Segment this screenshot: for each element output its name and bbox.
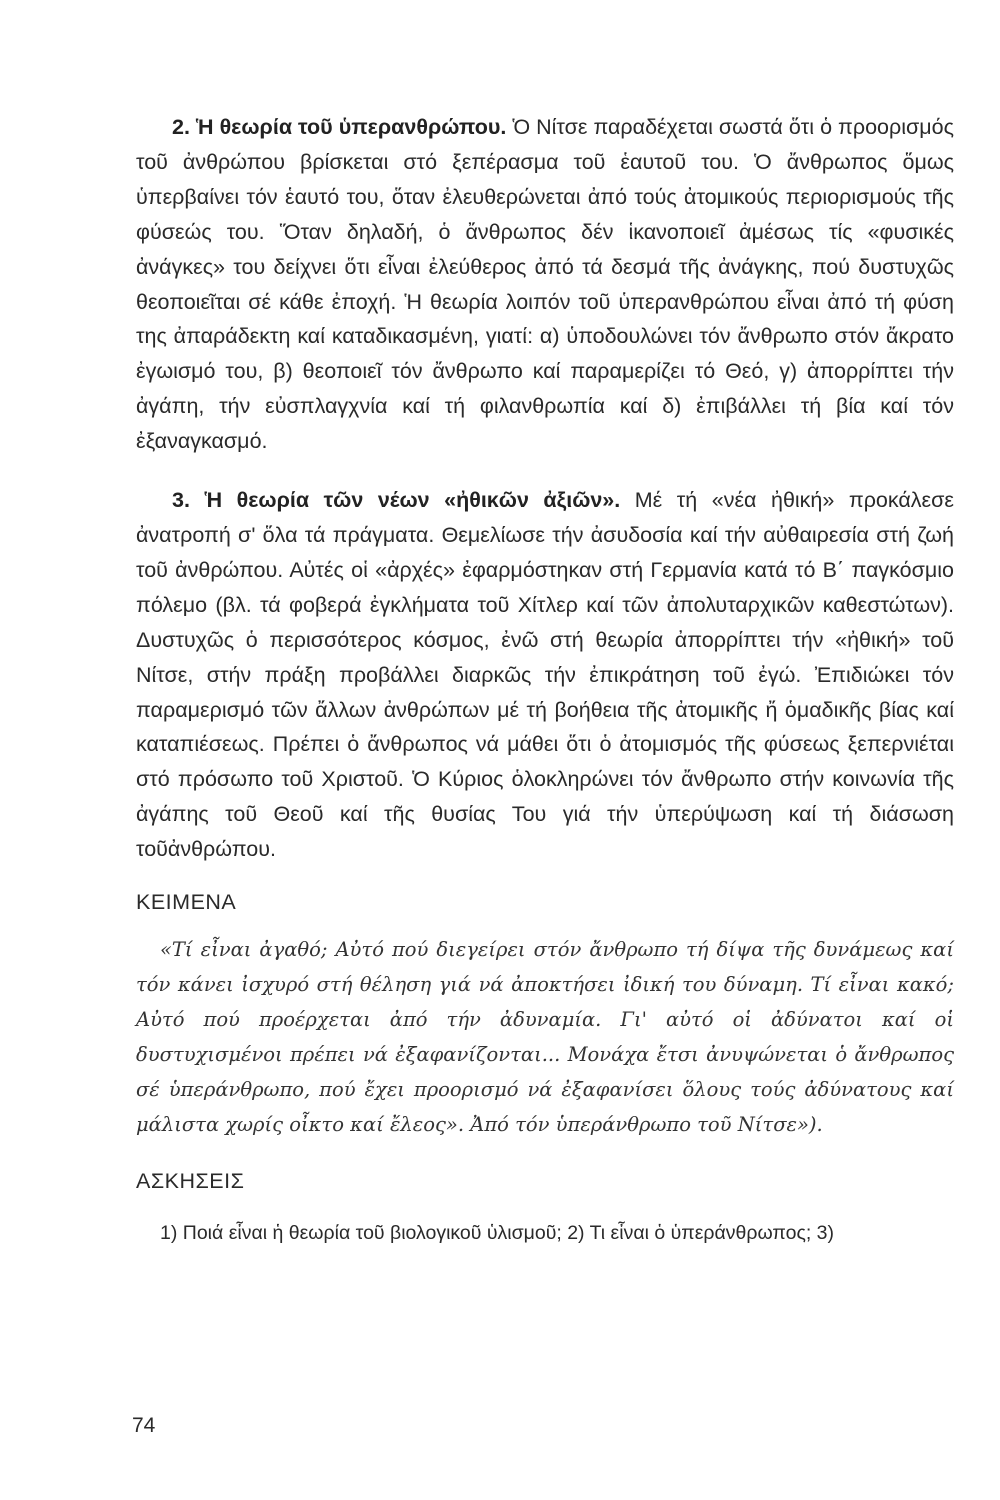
texts-heading: ΚΕΙΜΕΝΑ — [136, 890, 237, 915]
section-3-text: Μέ τή «νέα ἠθική» προκάλεσε ἀνατροπή σ' ὅλα τά πράγματα. Θεμελίωσε τήν ἀσυδοσία καί τήν αὐθαιρεσία στή ζωή τοῦ ἀνθρώπου. Αὐτές οἱ «ἀρχές» ἐφαρμόστηκαν στή Γερμανία κατά τό Β΄ παγκόσμιο πόλεμο (βλ. τά φοβερά ἐγκλήματα τοῦ Χίτλερ καί τῶν ἀπολυταρχικῶν καθεστώτων). Δυστυχῶς ὁ περισσότερος κόσμος, ἐνῶ στή θεωρία ἀπορρίπτει τήν «ἠθική» τοῦ Νίτσε, στήν πράξη προβάλλει διαρκῶς τήν ἐπικράτηση τοῦ ἐγώ. Ἐπιδιώκει τόν παραμερισμό τῶν ἄλλων ἀνθρώπων μέ τή βοήθεια τῆς ἀτομικῆς ἤ ὁμαδικῆς βίας καί καταπιέσεως. Πρέπει ὁ ἄνθρωπος νά μάθει ὅτι ὁ ἀτομισμός τῆς φύσεως ξεπερνιέται στό πρόσωπο τοῦ Χριστοῦ. Ὁ Κύριος ὁλοκληρώνει τόν ἄνθρωπο στήν κοινωνία τῆς ἀγάπης τοῦ Θεοῦ καί τῆς θυσίας Του γιά τήν ὑπερύψωση καί τή διάσωση τοῦἀνθρώπου. — [136, 488, 954, 862]
nietzsche-quote: «Τί εἶναι ἀγαθό; Αὐτό πού διεγείρει στόν ἄνθρωπο τή δίψα τῆς δυνάμεως καί τόν κάνει ἰσχυρό στή θέληση γιά νά ἀποκτήσει ἰδική του δύναμη. Τί εἶναι κακό; Αὐτό πού προέρχεται ἀπό τήν ἀδυναμία. Γι' αὐτό οἱ ἀδύνατοι καί οἱ δυστυχισμένοι πρέπει νά ἐξαφανίζονται... Μονάχα ἔτσι ἀνυψώνεται ὁ ἄνθρωπος σέ ὑπεράνθρωπο, πού ἔχει προορισμό νά ἐξαφανίσει ὅλους τούς ἀδύνατους καί μάλιστα χωρίς οἶκτο καί ἔλεος». Ἀπό τόν ὑπεράνθρωπο τοῦ Νίτσε»). — [136, 938, 954, 1136]
exercises-line: 1) Ποιά εἶναι ἡ θεωρία τοῦ βιολογικοῦ ὑλισμοῦ; 2) Τι εἶναι ὁ ὑπεράνθρωπος; 3) — [160, 1222, 835, 1245]
exercises-heading: ΑΣΚΗΣΕΙΣ — [136, 1169, 245, 1194]
section-2-paragraph — [136, 110, 954, 459]
page-content — [136, 110, 954, 1248]
page-number: 74 — [132, 1414, 156, 1437]
section-2-text: Ὁ Νίτσε παραδέχεται σωστά ὅτι ὁ προορισμός τοῦ ἀνθρώπου βρίσκεται στό ξεπέρασμα τοῦ ἑαυτοῦ του. Ὁ ἄνθρωπος ὅμως ὑπερβαίνει τόν ἑαυτό του, ὅταν ἐλευθερώνεται ἀπό τούς ἀτομικούς περιορισμούς τῆς φύσεώς του. Ὅταν δηλαδή, ὁ ἄνθρωπος δέν ἱκανοποιεῖ ἀμέσως τίς «φυσικές ἀνάγκες» του δείχνει ὅτι εἶναι ἐλεύθερος ἀπό τά δεσμά τῆς ἀνάγκης, πού δυστυχῶς θεοποιεῖται σέ κάθε ἐποχή. Ἡ θεωρία λοιπόν τοῦ ὑπερανθρώπου εἶναι ἀπό τή φύση της ἀπαράδεκτη καί καταδικασμένη, γιατί: α) ὑποδουλώνει τόν ἄνθρωπο στόν ἄκρατο ἐγωισμό του, β) θεοποιεῖ τόν ἄνθρωπο καί παραμερίζει τό Θεό, γ) ἀπορρίπτει τήν ἀγάπη, τήν εὐσπλαγχνία καί τή φιλανθρωπία καί δ) ἐπιβάλλει τή βία καί τόν ἐξαναγκασμό. — [136, 115, 954, 454]
section-3-paragraph — [136, 483, 954, 867]
section-3-heading: 3. Ἡ θεωρία τῶν νέων «ἠθικῶν ἀξιῶν». — [172, 488, 621, 513]
section-2-heading: 2. Ἡ θεωρία τοῦ ὑπερανθρώπου. — [172, 115, 507, 139]
